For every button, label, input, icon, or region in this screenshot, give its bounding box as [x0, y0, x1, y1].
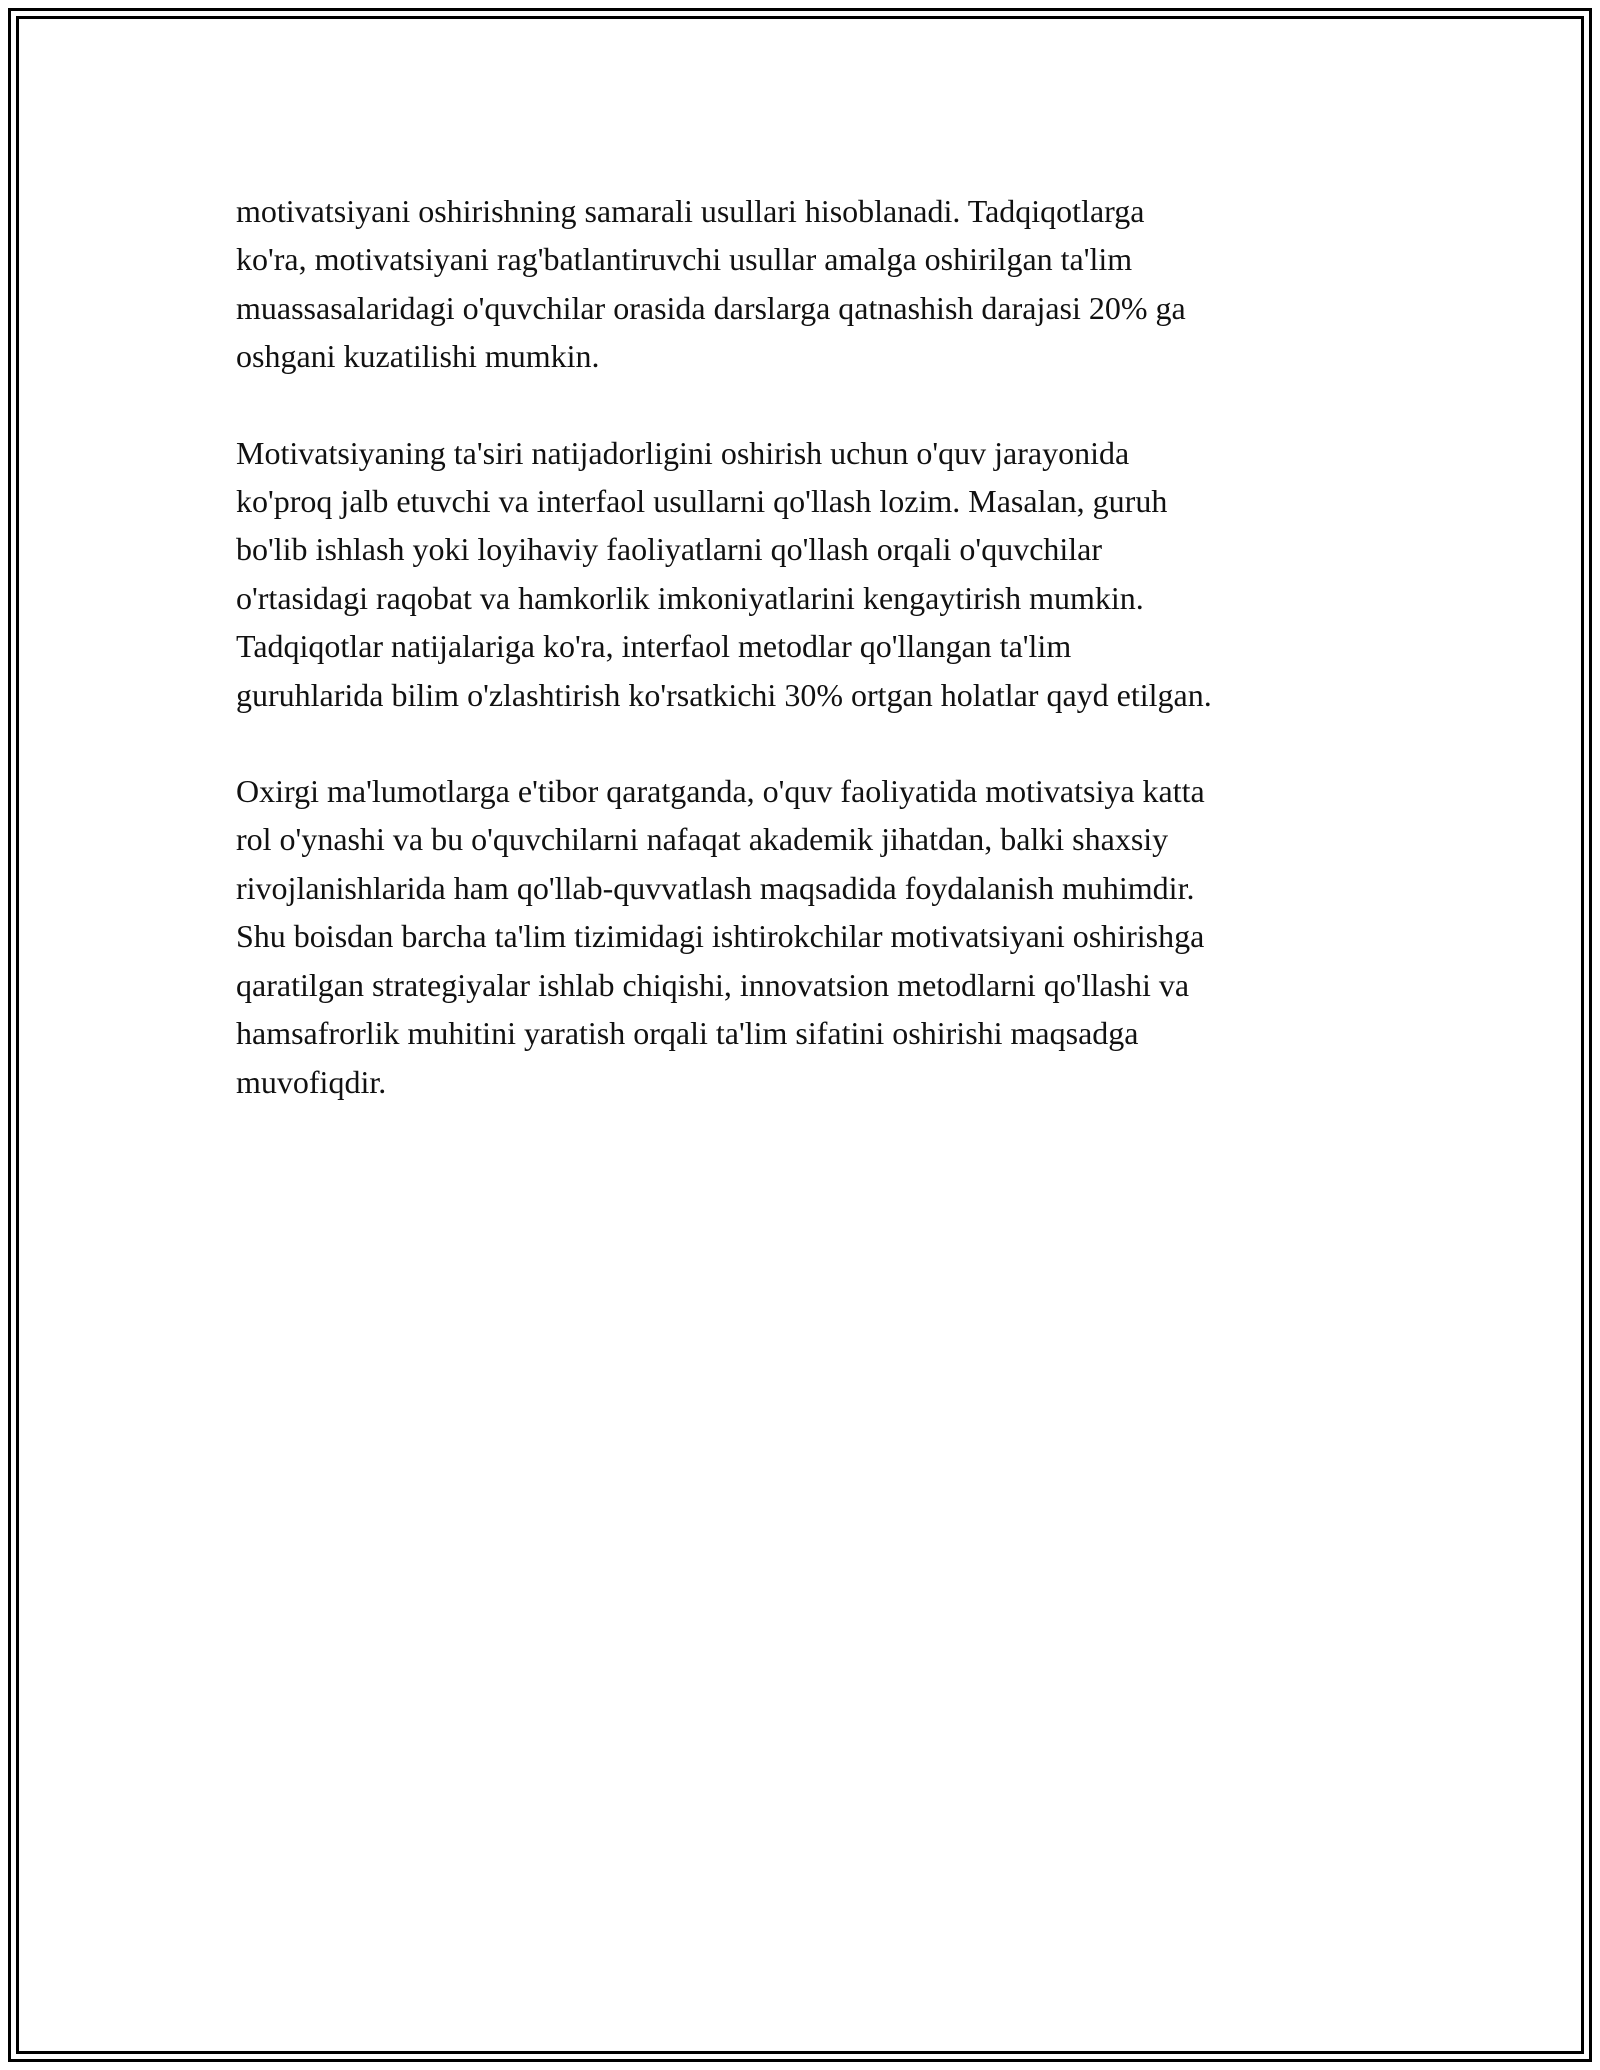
paragraph-1	[236, 187, 1376, 381]
text-line: Shu boisdan barcha ta'lim tizimidagi ishtirokchilar motivatsiyani oshirishga	[236, 918, 1205, 955]
text-line: ko'ra, motivatsiyani rag'batlantiruvchi usullar amalga oshirilgan ta'lim	[236, 241, 1133, 278]
text-line: qaratilgan strategiyalar ishlab chiqishi, innovatsion metodlarni qo'llashi va	[236, 966, 1190, 1003]
text-line: rivojlanishlarida ham qo'llab-quvvatlash maqsadida foydalanish muhimdir.	[236, 869, 1195, 906]
paragraph-2	[236, 429, 1376, 719]
document-body	[236, 187, 1376, 1154]
text-line: hamsafrorlik muhitini yaratish orqali ta'lim sifatini oshirishi maqsadga	[236, 1015, 1139, 1052]
text-line: motivatsiyani oshirishning samarali usullari hisoblanadi. Tadqiqotlarga	[236, 193, 1145, 229]
text-line: oshgani kuzatilishi mumkin.	[236, 338, 600, 375]
text-line: rol o'ynashi va bu o'quvchilarni nafaqat akademik jihatdan, balki shaxsiy	[236, 821, 1169, 858]
text-line: Motivatsiyaning ta'siri natijadorligini oshirish uchun o'quv jarayonida	[236, 434, 1130, 471]
text-line: Oxirgi ma'lumotlarga e'tibor qaratganda, o'quv faoliyatida motivatsiya katta	[236, 773, 1205, 810]
paragraph-3	[236, 767, 1376, 1106]
text-line: muvofiqdir.	[236, 1063, 387, 1100]
text-line: bo'lib ishlash yoki loyihaviy faoliyatlarni qo'llash orqali o'quvchilar	[236, 531, 1103, 568]
text-line: muassasalaridagi o'quvchilar orasida darslarga qatnashish darajasi 20% ga	[236, 289, 1186, 326]
text-line: ko'proq jalb etuvchi va interfaol usullarni qo'llash lozim. Masalan, guruh	[236, 483, 1168, 520]
text-line: Tadqiqotlar natijalariga ko'ra, interfaol metodlar qo'llangan ta'lim	[236, 628, 1072, 665]
text-line: o'rtasidagi raqobat va hamkorlik imkoniyatlarini kengaytirish mumkin.	[236, 579, 1144, 616]
text-line: guruhlarida bilim o'zlashtirish ko'rsatkichi 30% ortgan holatlar qayd etilgan.	[236, 676, 1212, 713]
